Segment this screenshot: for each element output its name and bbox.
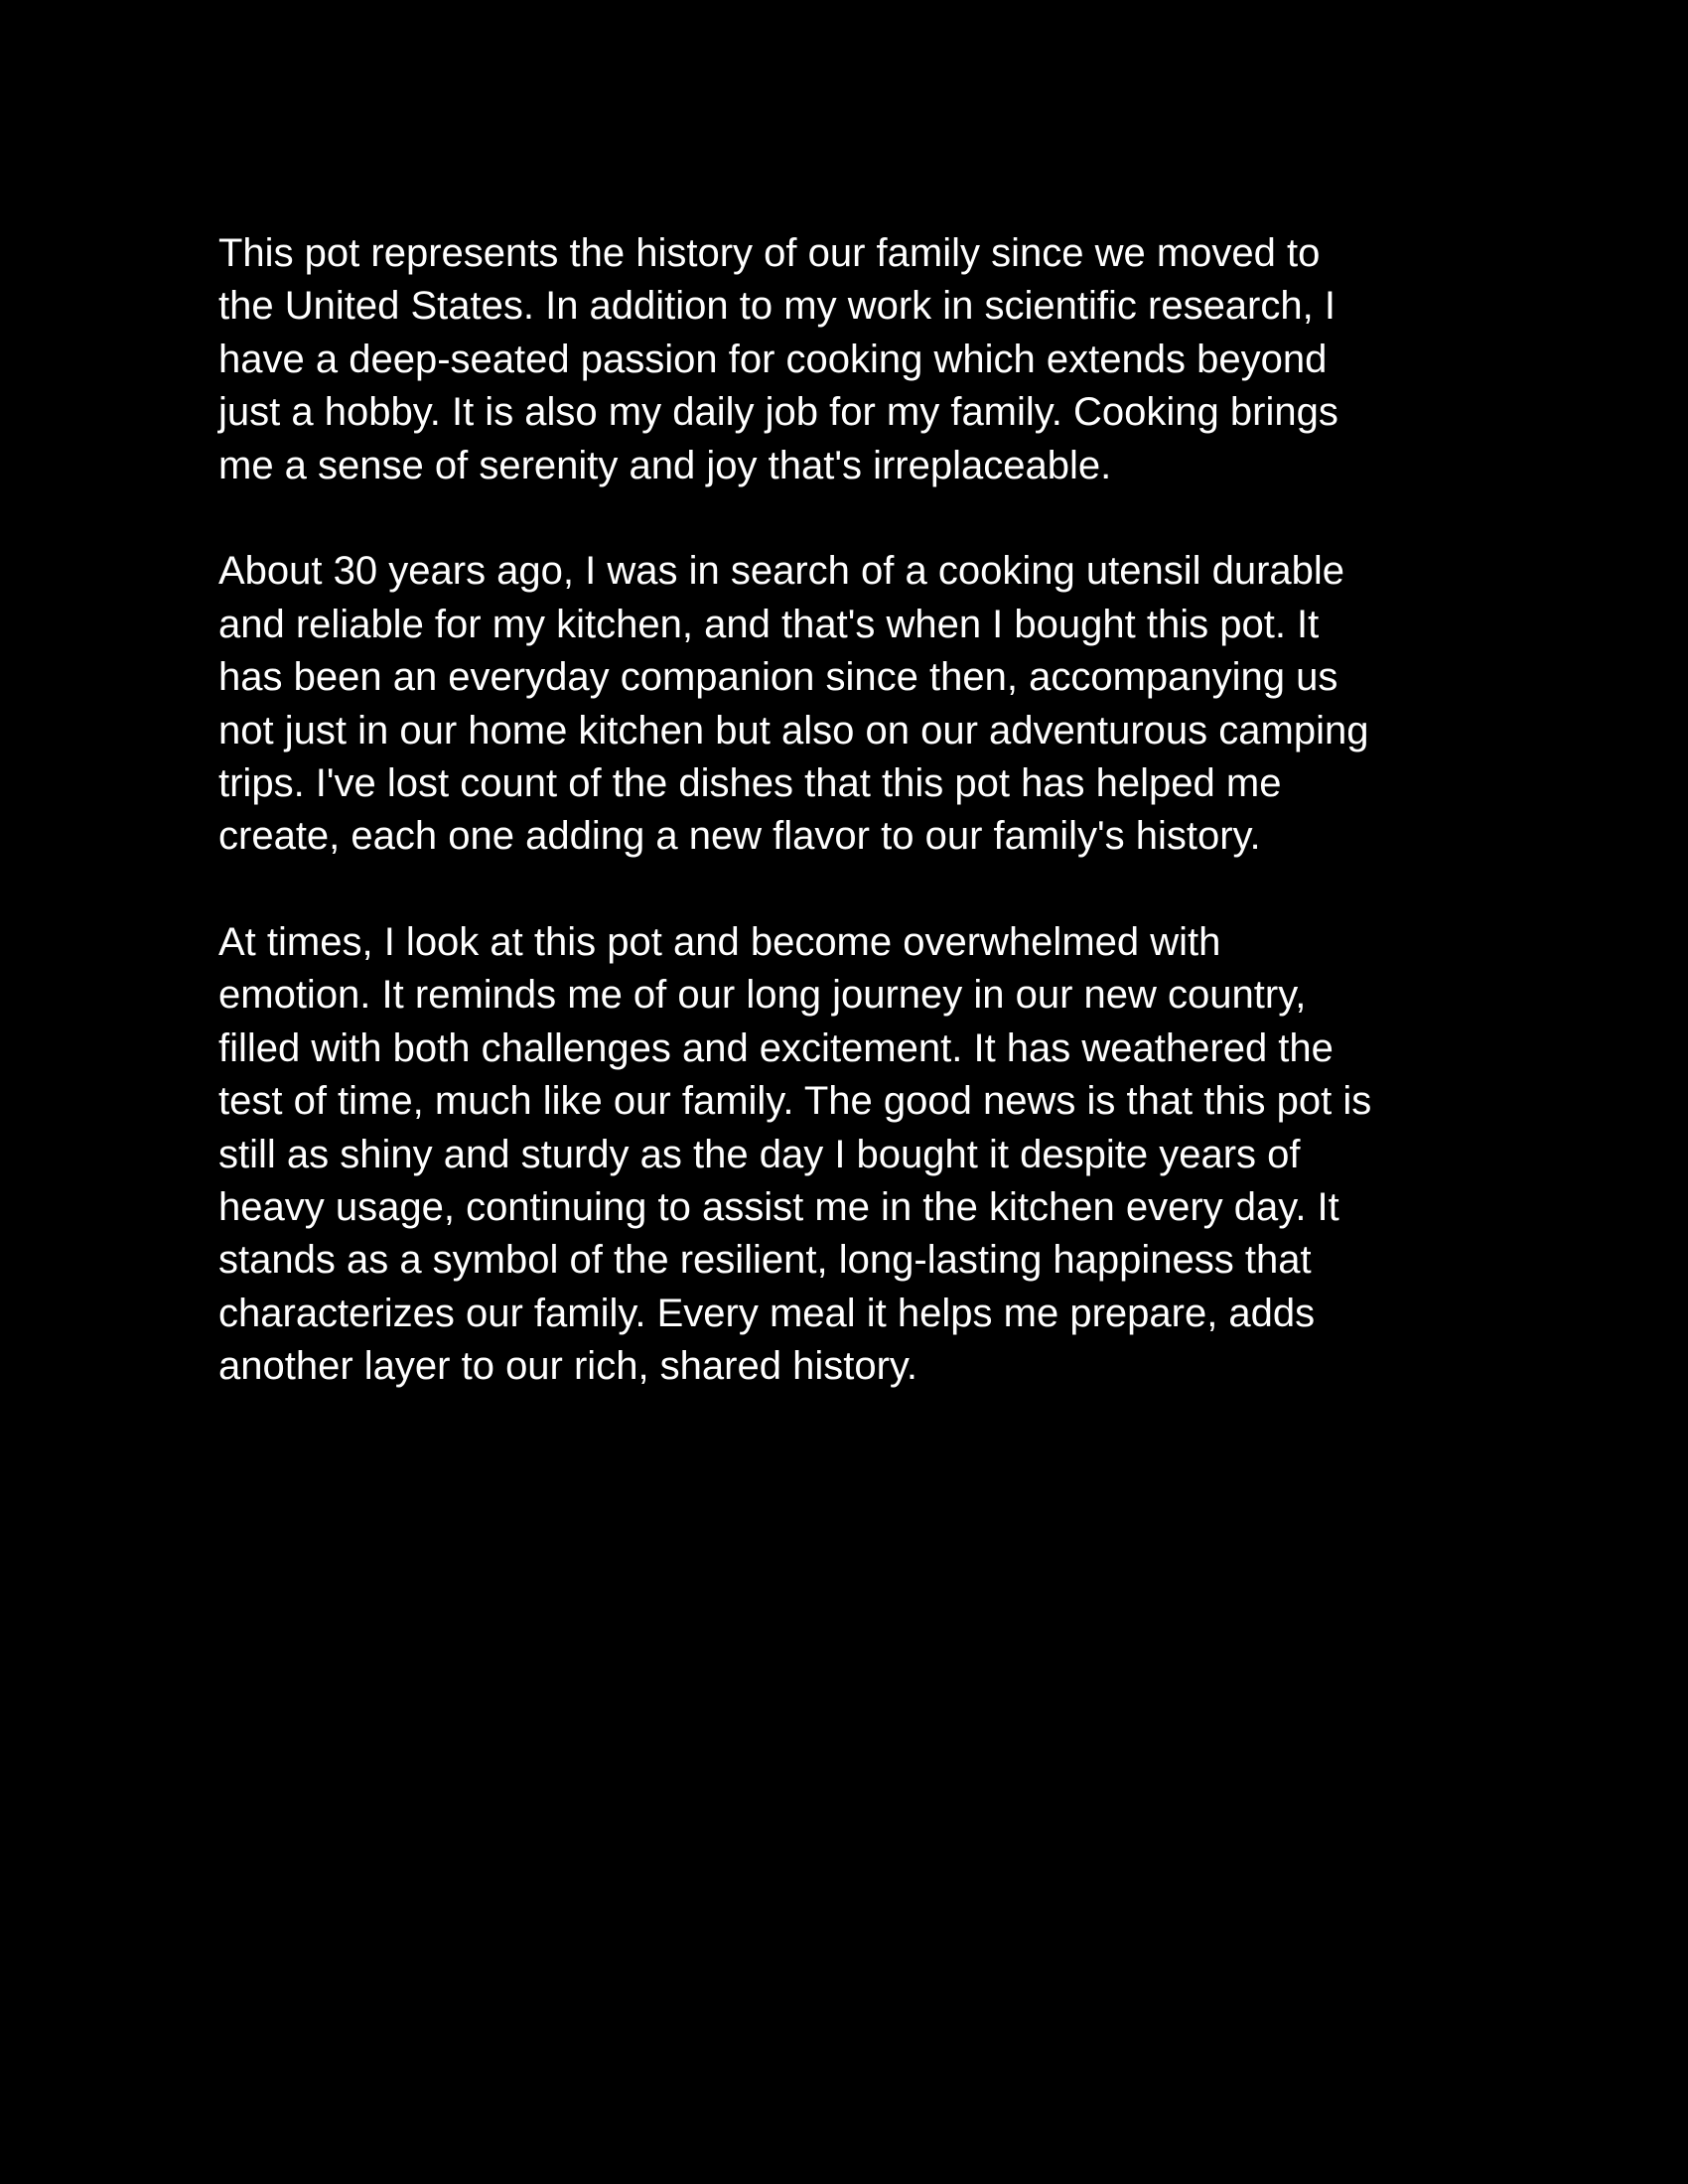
paragraph-line: At times, I look at this pot and become overwhelmed with — [218, 920, 1221, 965]
document-body — [218, 227, 1509, 1394]
paragraph-line: and reliable for my kitchen, and that's when I bought this pot. It — [218, 602, 1320, 646]
paragraph-gap — [218, 864, 1509, 916]
paragraph-gap — [218, 492, 1509, 545]
paragraph-line: still as shiny and sturdy as the day I bought it despite years of — [218, 1132, 1301, 1176]
paragraph-line: create, each one adding a new flavor to our family's history. — [218, 814, 1261, 859]
paragraph-1 — [218, 227, 1509, 492]
paragraph-line: This pot represents the history of our family since we moved to — [218, 231, 1321, 275]
paragraph-line: have a deep-seated passion for cooking which extends beyond — [218, 337, 1328, 381]
paragraph-line: me a sense of serenity and joy that's irreplaceable. — [218, 443, 1112, 487]
paragraph-line: the United States. In addition to my work in scientific research, I — [218, 284, 1336, 329]
paragraph-line: test of time, much like our family. The good news is that this pot is — [218, 1079, 1372, 1124]
paragraph-line: stands as a symbol of the resilient, long-lasting happiness that — [218, 1238, 1312, 1283]
paragraph-line: About 30 years ago, I was in search of a cooking utensil durable — [218, 549, 1345, 594]
paragraph-2 — [218, 545, 1509, 863]
paragraph-line: heavy usage, continuing to assist me in the kitchen every day. It — [218, 1185, 1339, 1230]
paragraph-line: emotion. It reminds me of our long journey in our new country, — [218, 973, 1307, 1018]
paragraph-line: characterizes our family. Every meal it helps me prepare, adds — [218, 1291, 1316, 1335]
paragraph-line: not just in our home kitchen but also on our adventurous camping — [218, 708, 1369, 752]
paragraph-line: just a hobby. It is also my daily job for my family. Cooking brings — [218, 390, 1338, 435]
paragraph-line: filled with both challenges and excitement. It has weathered the — [218, 1025, 1334, 1070]
paragraph-line: has been an everyday companion since then, accompanying us — [218, 655, 1338, 700]
paragraph-line: trips. I've lost count of the dishes that this pot has helped me — [218, 760, 1282, 805]
paragraph-3 — [218, 916, 1509, 1394]
paragraph-line: another layer to our rich, shared history. — [218, 1344, 918, 1389]
